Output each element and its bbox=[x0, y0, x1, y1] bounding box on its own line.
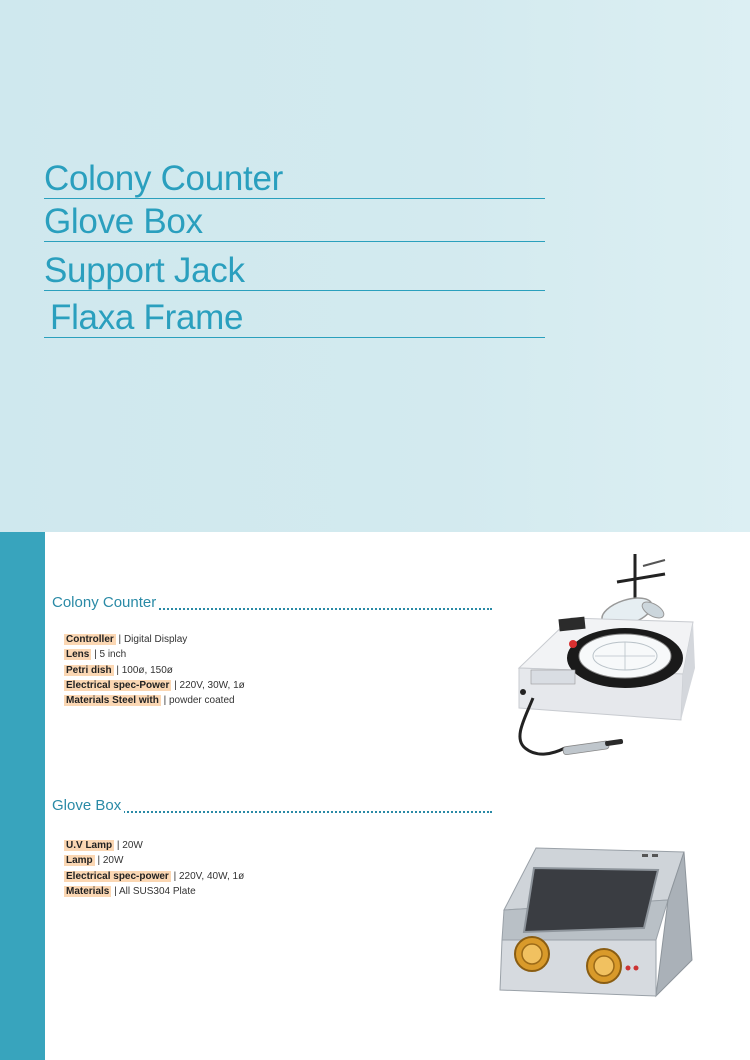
section-title-glove-box bbox=[52, 797, 492, 817]
spec-row bbox=[64, 678, 245, 693]
spec-key: Electrical spec-power bbox=[66, 870, 169, 882]
spec-key: Materials Steel with bbox=[66, 695, 159, 707]
spec-key: Controller bbox=[66, 634, 114, 645]
spec-row bbox=[64, 663, 245, 678]
toc-item-glove-box[interactable] bbox=[44, 198, 545, 242]
spec-separator: | bbox=[113, 664, 122, 676]
spec-key: Lens bbox=[66, 649, 90, 661]
spec-key: Petri dish bbox=[66, 664, 112, 676]
section-title-text: Colony Counter bbox=[52, 594, 159, 611]
colony-counter-image bbox=[505, 548, 710, 768]
toc-item-flaxa-frame[interactable] bbox=[44, 294, 545, 338]
spec-value: All SUS304 Plate bbox=[118, 885, 196, 897]
spec-value: powder coated bbox=[168, 695, 235, 707]
toc-item-support-jack[interactable] bbox=[44, 247, 545, 291]
spec-separator: | bbox=[91, 649, 100, 661]
spec-row bbox=[64, 693, 245, 708]
toc-label: Support Jack bbox=[44, 251, 245, 290]
spec-row bbox=[64, 647, 245, 662]
spec-list-colony-counter bbox=[64, 632, 245, 708]
spec-value: 20W bbox=[102, 855, 124, 867]
spec-value: 20W bbox=[122, 840, 143, 851]
toc-item-colony-counter[interactable] bbox=[44, 155, 545, 199]
spec-separator: | bbox=[114, 840, 123, 851]
spec-key: Electrical spec-Power bbox=[66, 679, 170, 691]
spec-row bbox=[64, 869, 244, 884]
spec-key: Materials bbox=[66, 885, 110, 897]
spec-separator: | bbox=[115, 634, 124, 645]
spec-value: 5 inch bbox=[99, 649, 127, 661]
toc-label: Glove Box bbox=[44, 202, 203, 241]
spec-key: U.V Lamp bbox=[66, 840, 113, 851]
spec-separator: | bbox=[160, 695, 169, 707]
toc-label: Colony Counter bbox=[44, 159, 283, 198]
spec-separator: | bbox=[170, 870, 179, 882]
toc-label: Flaxa Frame bbox=[50, 298, 244, 337]
spec-value: Digital Display bbox=[123, 634, 188, 645]
spec-value: 100ø, 150ø bbox=[121, 664, 173, 676]
glove-box-image bbox=[496, 840, 696, 1000]
spec-row bbox=[64, 838, 244, 853]
spec-separator: | bbox=[171, 679, 180, 691]
spec-row bbox=[64, 632, 245, 647]
spec-separator: | bbox=[94, 855, 103, 867]
spec-separator: | bbox=[111, 885, 119, 897]
section-title-colony-counter bbox=[52, 594, 492, 614]
spec-row bbox=[64, 884, 244, 899]
spec-value: 220V, 40W, 1ø bbox=[178, 870, 245, 882]
spec-value: 220V, 30W, 1ø bbox=[179, 679, 245, 691]
spec-list-glove-box bbox=[64, 838, 244, 899]
spec-row bbox=[64, 853, 244, 868]
sidebar-accent-bar bbox=[0, 532, 45, 1060]
spec-key: Lamp bbox=[66, 855, 93, 867]
section-title-text: Glove Box bbox=[52, 797, 124, 814]
